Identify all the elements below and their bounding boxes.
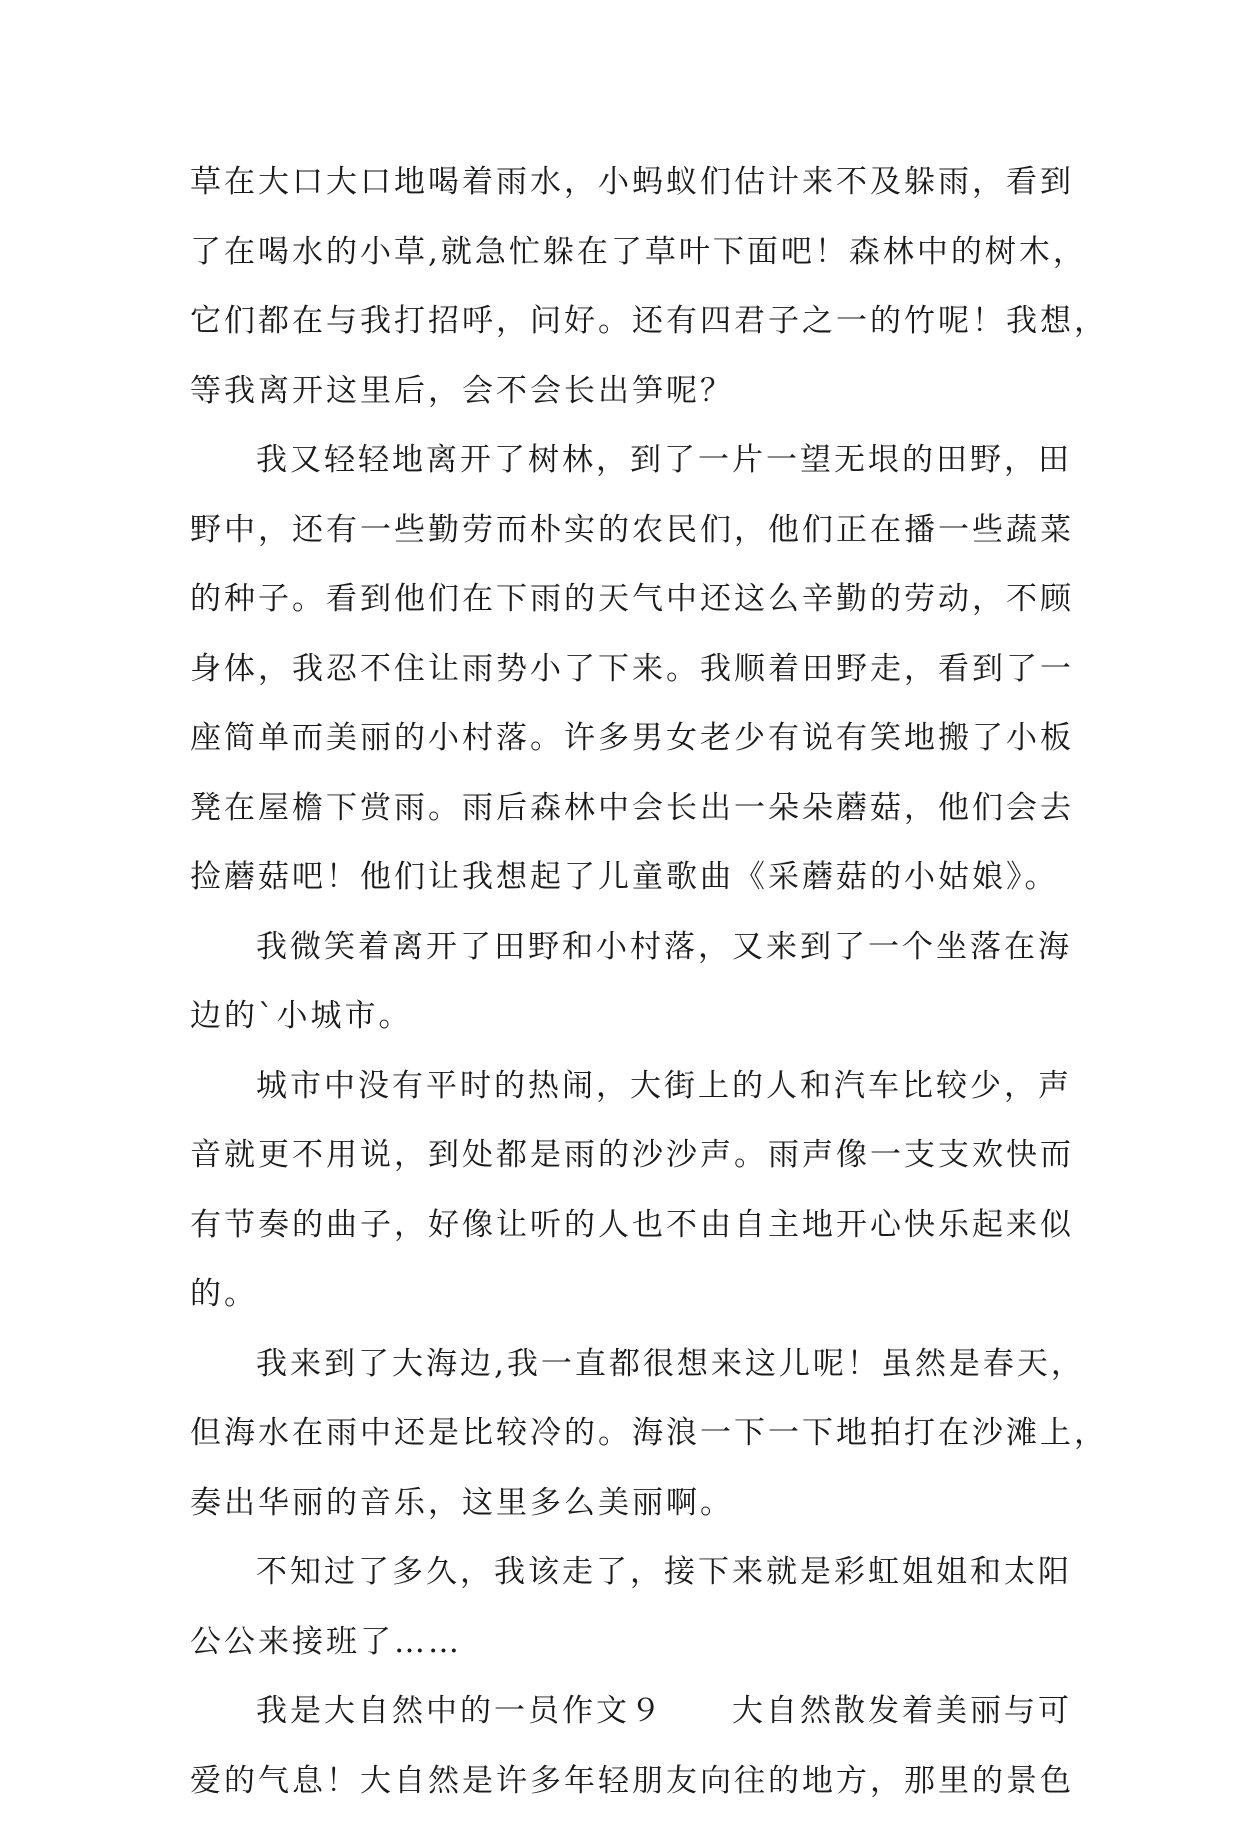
text-line: 等我离开这里后，会不会长出笋呢？ (190, 369, 1090, 439)
text-line: 凳在屋檐下赏雨。雨后森林中会长出一朵朵蘑菇，他们会去 (190, 786, 1090, 856)
text-line: 座简单而美丽的小村落。许多男女老少有说有笑地搬了小板 (190, 716, 1090, 786)
text-line: 边的`小城市。 (190, 994, 1090, 1064)
text-line: 草在大口大口地喝着雨水，小蚂蚁们估计来不及躲雨，看到 (190, 160, 1090, 230)
text-line: 不知过了多久，我该走了，接下来就是彩虹姐姐和太阳 (190, 1550, 1090, 1620)
text-line: 捡蘑菇吧！他们让我想起了儿童歌曲《采蘑菇的小姑娘》。 (190, 855, 1090, 925)
text-line: 音就更不用说，到处都是雨的沙沙声。雨声像一支支欢快而 (190, 1133, 1090, 1203)
text-line: 但海水在雨中还是比较冷的。海浪一下一下地拍打在沙滩上， (190, 1411, 1090, 1481)
text-line: 有节奏的曲子，好像让听的人也不由自主地开心快乐起来似 (190, 1203, 1090, 1273)
text-line: 的。 (190, 1272, 1090, 1342)
text-line: 爱的气息！大自然是许多年轻朋友向往的地方，那里的景色 (190, 1759, 1090, 1828)
text-line: 城市中没有平时的热闹，大街上的人和汽车比较少，声 (190, 1064, 1090, 1134)
text-line: 我微笑着离开了田野和小村落，又来到了一个坐落在海 (190, 925, 1090, 995)
text-line: 它们都在与我打招呼，问好。还有四君子之一的竹呢！我想， (190, 299, 1090, 369)
text-line: 的种子。看到他们在下雨的天气中还这么辛勤的劳动，不顾 (190, 577, 1090, 647)
text-line: 了在喝水的小草,就急忙躲在了草叶下面吧！森林中的树木， (190, 230, 1090, 300)
text-line: 身体，我忍不住让雨势小了下来。我顺着田野走，看到了一 (190, 647, 1090, 717)
text-line: 我来到了大海边,我一直都很想来这儿呢！虽然是春天， (190, 1342, 1090, 1412)
text-line: 公公来接班了…… (190, 1620, 1090, 1690)
text-line: 我又轻轻地离开了树林，到了一片一望无垠的田野，田 (190, 438, 1090, 508)
text-line: 野中，还有一些勤劳而朴实的农民们，他们正在播一些蔬菜 (190, 508, 1090, 578)
essay-text (190, 160, 1090, 1828)
text-line: 我是大自然中的一员作文９ 大自然散发着美丽与可 (190, 1689, 1090, 1759)
text-line: 奏出华丽的音乐，这里多么美丽啊。 (190, 1481, 1090, 1551)
